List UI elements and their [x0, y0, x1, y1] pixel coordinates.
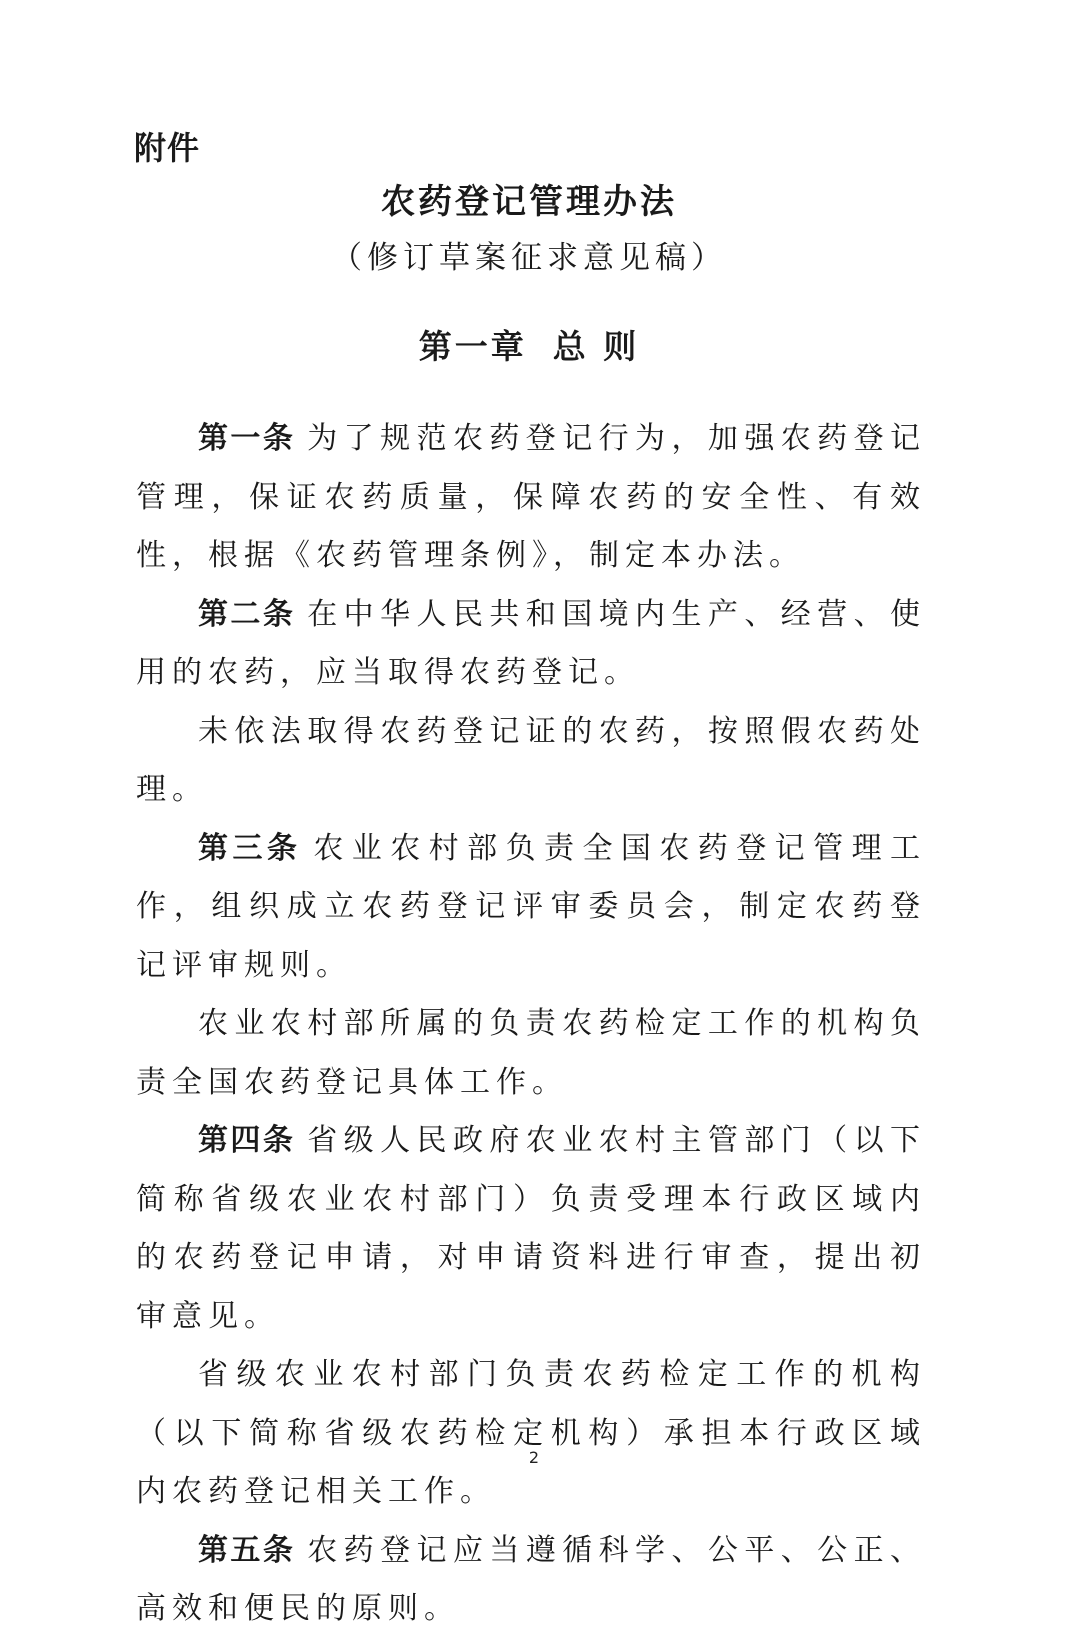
paragraph-text: 未依法取得农药登记证的农药，按照假农药处理。 [136, 713, 926, 807]
article-4-paragraph [136, 1112, 926, 1346]
document-subtitle: （修订草案征求意见稿） [331, 240, 727, 276]
paragraph-text: 农业农村部负责全国农药登记管理工作，组织成立农药登记评审委员会，制定农药登记评审规则。 [136, 830, 927, 983]
article-3-paragraph [136, 820, 926, 996]
article-2-continuation [136, 703, 926, 820]
chapter-heading [0, 324, 1058, 370]
article-4-continuation [136, 1346, 926, 1522]
article-number: 第四条 [198, 1123, 296, 1158]
article-3-continuation [136, 995, 926, 1112]
paragraph-text: 农业农村部所属的负责农药检定工作的机构负责全国农药登记具体工作。 [136, 1006, 926, 1100]
article-number: 第三条 [198, 830, 302, 866]
article-number: 第二条 [198, 596, 296, 632]
article-number: 第一条 [198, 421, 296, 456]
article-5-paragraph [136, 1522, 926, 1639]
attachment-label: 附件 [134, 129, 201, 167]
paragraph-text: 省级农业农村部门负责农药检定工作的机构（以下简称省级农药检定机构）承担本行政区域内农药登记相关工作。 [136, 1357, 926, 1509]
chapter-number: 第一章 [418, 327, 527, 366]
paragraph-text: 为了规范农药登记行为，加强农药登记管理，保证农药质量，保障农药的安全性、有效性，根据《农药管理条例》，制定本办法。 [136, 421, 927, 573]
paragraph-text: 农药登记应当遵循科学、公平、公正、高效和便民的原则。 [136, 1532, 927, 1626]
article-number: 第五条 [198, 1532, 296, 1568]
page-number: 2 [528, 1448, 540, 1467]
paragraph-text: 在中华人民共和国境内生产、经营、使用的农药，应当取得农药登记。 [136, 596, 927, 690]
article-2-paragraph [136, 586, 926, 703]
article-1-paragraph [136, 410, 926, 586]
paragraph-text: 省级人民政府农业农村主管部门（以下简称省级农业农村部门）负责受理本行政区域内的农药登记申请，对申请资料进行审查，提出初审意见。 [136, 1123, 927, 1334]
chapter-name: 总 则 [552, 327, 640, 366]
document-title: 农药登记管理办法 [381, 182, 677, 222]
